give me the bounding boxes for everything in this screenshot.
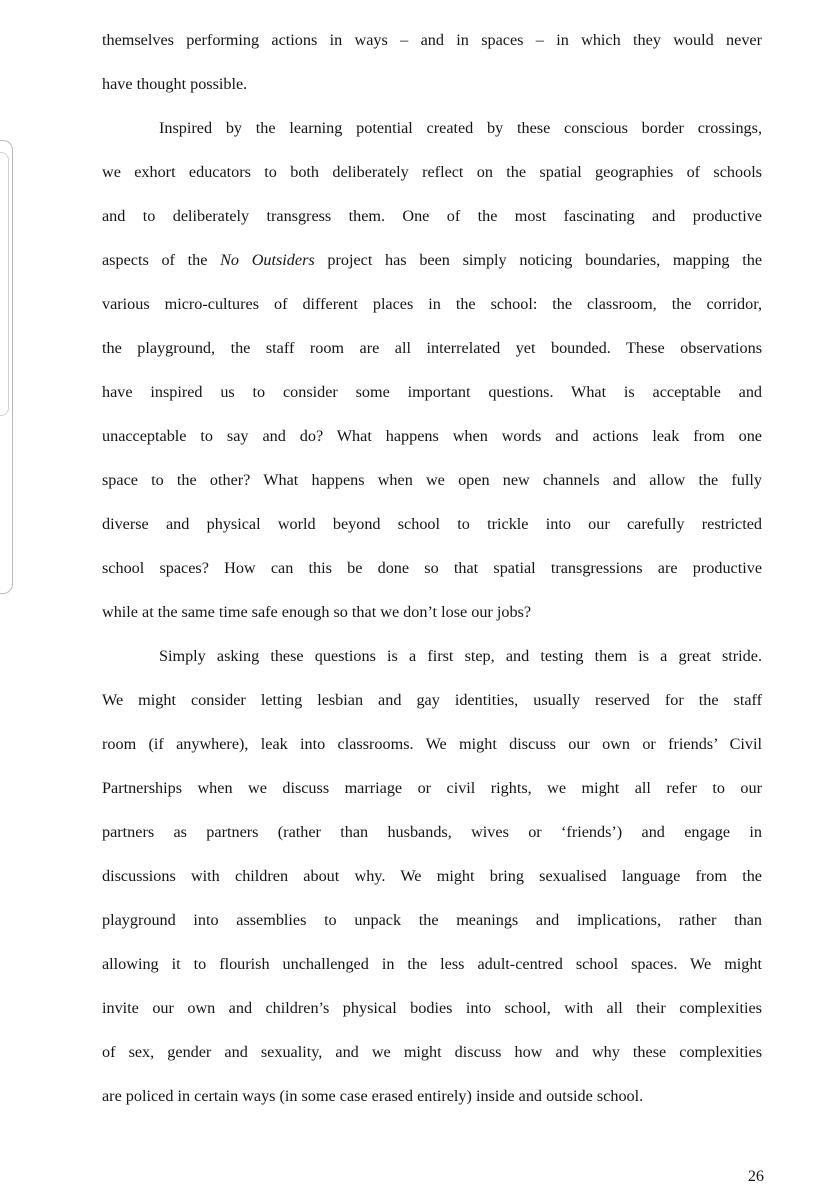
text-line: are policed in certain ways (in some case erased entirely) inside and outside school. <box>102 1087 644 1105</box>
text-line: We might consider letting lesbian and gay identities, usually reserved for the staff <box>102 691 762 709</box>
text-line: themselves performing actions in ways – and in spaces – in which they would never <box>102 31 762 49</box>
text-line: have inspired us to consider some important questions. What is acceptable and <box>102 383 762 401</box>
page-number: 26 <box>747 1167 764 1185</box>
text-line: aspects of the No Outsiders project has been simply noticing boundaries, mapping the <box>102 251 763 269</box>
text-line: Simply asking these questions is a first step, and testing them is a great stride. <box>159 647 762 665</box>
text-line: while at the same time safe enough so that we don’t lose our jobs? <box>102 603 532 621</box>
text-line: of sex, gender and sexuality, and we might discuss how and why these complexities <box>102 1043 762 1061</box>
text-line: partners as partners (rather than husbands, wives or ‘friends’) and engage in <box>102 823 762 841</box>
text-line: and to deliberately transgress them. One of the most fascinating and productive <box>102 207 762 225</box>
page-edge-bracket-inner <box>0 152 9 416</box>
text-line: invite our own and children’s physical bodies into school, with all their complexities <box>102 999 762 1017</box>
text-line: Partnerships when we discuss marriage or civil rights, we might all refer to our <box>102 779 762 797</box>
text-line: Inspired by the learning potential created by these conscious border crossings, <box>159 119 762 137</box>
text-line: allowing it to flourish unchallenged in the less adult-centred school spaces. We might <box>102 955 762 973</box>
text-line: playground into assemblies to unpack the meanings and implications, rather than <box>102 911 762 929</box>
project-title: No Outsiders <box>220 251 315 269</box>
text-line: space to the other? What happens when we open new channels and allow the fully <box>102 471 762 489</box>
text-line: various micro-cultures of different places in the school: the classroom, the corridor, <box>102 295 762 313</box>
text-line: school spaces? How can this be done so that spatial transgressions are productive <box>102 559 762 577</box>
text-line: the playground, the staff room are all interrelated yet bounded. These observations <box>102 339 762 357</box>
text-line: discussions with children about why. We might bring sexualised language from the <box>102 867 762 885</box>
paragraph-2 <box>102 106 762 634</box>
paragraph-1 <box>102 18 762 106</box>
text-line: diverse and physical world beyond school to trickle into our carefully restricted <box>102 515 762 533</box>
text-line: room (if anywhere), leak into classrooms. We might discuss our own or friends’ Civil <box>102 735 762 753</box>
text-line: we exhort educators to both deliberately reflect on the spatial geographies of schools <box>102 163 762 181</box>
text-line: have thought possible. <box>102 75 248 93</box>
text-line: unacceptable to say and do? What happens when words and actions leak from one <box>102 427 762 445</box>
body-text <box>102 18 762 1118</box>
paragraph-3 <box>102 634 762 1118</box>
